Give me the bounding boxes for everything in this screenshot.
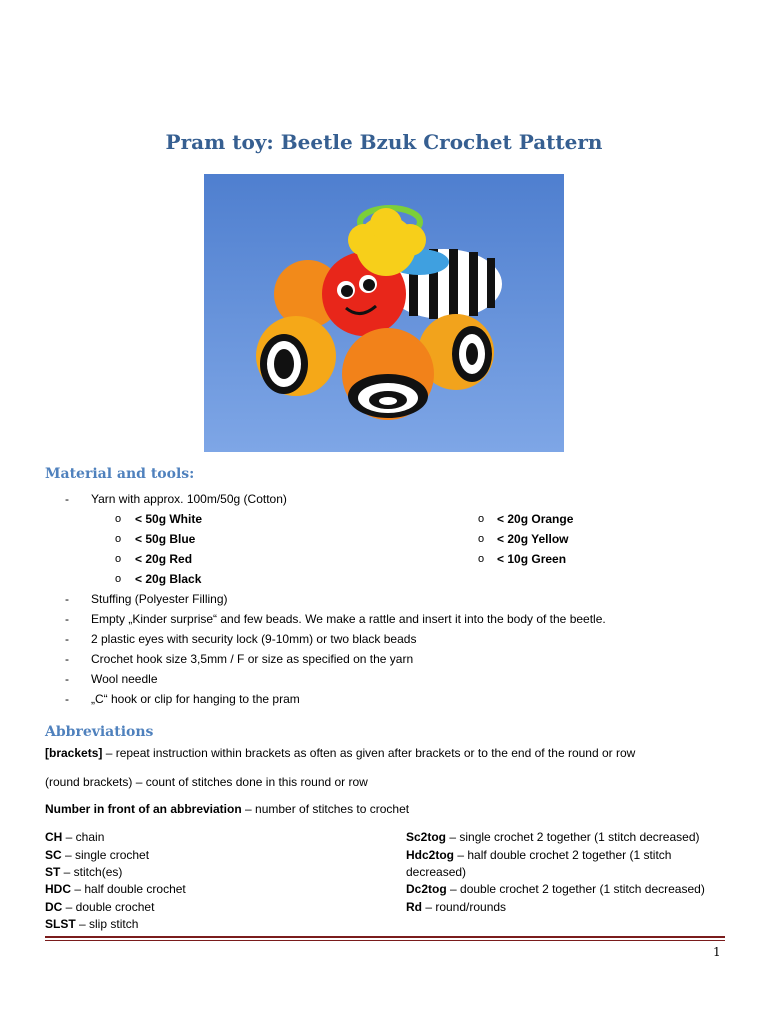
brackets-definition: [brackets] – repeat instruction within brackets as often as given after brackets or to the end of the round or row (45, 746, 636, 760)
page-title: Pram toy: Beetle Bzuk Crochet Pattern (165, 130, 603, 154)
abbreviation-item: SLST – slip stitch (45, 917, 139, 931)
abbreviation-item: CH – chain (45, 830, 105, 844)
abbreviation-item-continued: decreased) (406, 865, 467, 879)
abbreviations-heading: Abbreviations (45, 724, 154, 740)
page-number: 1 (713, 945, 721, 959)
abbreviation-item: HDC – half double crochet (45, 882, 186, 896)
abbreviation-item: Hdc2tog – half double crochet 2 together (1 stitch (406, 848, 672, 862)
abbreviation-item: Rd – round/rounds (406, 900, 507, 914)
abbreviation-item: Dc2tog – double crochet 2 together (1 stitch decreased) (406, 882, 705, 896)
footer-divider (45, 940, 725, 941)
footer-divider (45, 936, 725, 938)
abbreviation-item: Sc2tog – single crochet 2 together (1 stitch decreased) (406, 830, 700, 844)
beetle-photo (204, 174, 564, 452)
number-definition: Number in front of an abbreviation – number of stitches to crochet (45, 802, 410, 816)
abbreviation-item: ST – stitch(es) (45, 865, 123, 879)
abbreviation-item: SC – single crochet (45, 848, 150, 862)
materials-heading: Material and tools: (45, 466, 195, 482)
abbreviation-item: DC – double crochet (45, 900, 155, 914)
round-brackets-definition: (round brackets) – count of stitches done in this round or row (45, 775, 368, 789)
